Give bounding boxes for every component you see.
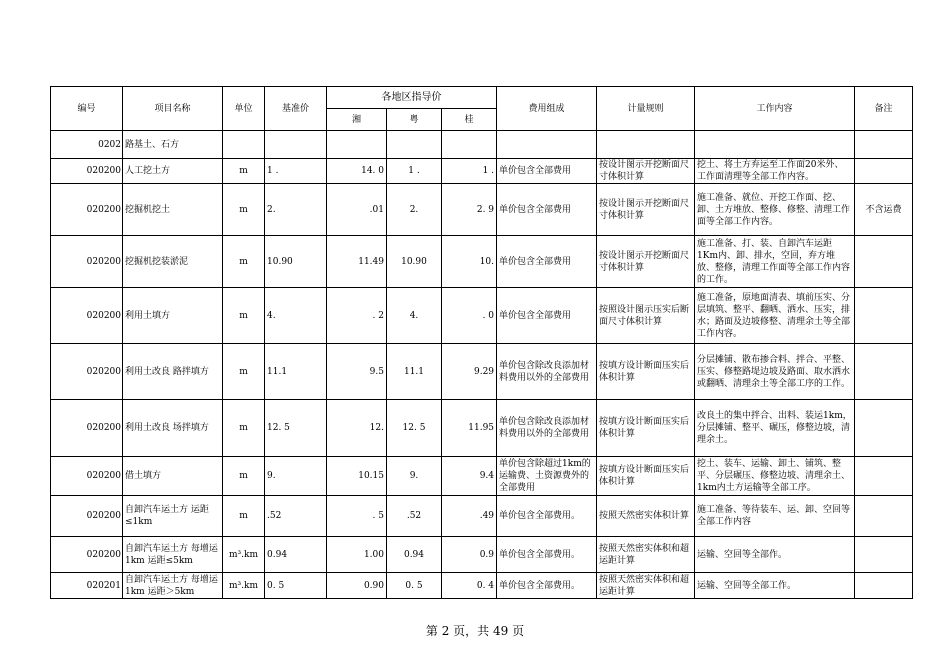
row-name: 利用土改良 场拌填方 [123,400,223,457]
row-name: 自卸汽车运土方 每增运1km 运距＞5km [123,573,223,599]
row-unit: m [223,236,265,288]
row-cost: 单价包含全部费用。 [497,537,597,573]
row-price-region-3: 0. 4 [442,573,497,599]
row-price-region-3: 2. 9 [442,184,497,236]
row-code: 020200 [51,159,123,184]
header-row-top [51,87,913,109]
row-price-region-1: 9.5 [327,344,387,400]
row-price-region-2: 1 . [387,159,442,184]
row-base-price: 11.1 [265,344,327,400]
header-unit: 单位 [223,87,265,131]
row-note [855,457,913,496]
row-cost: 单价包含全部费用。 [497,573,597,599]
row-rule: 按设计图示开挖断面尺寸体积计算 [597,236,695,288]
row-note [855,537,913,573]
row-price-region-2: 0. 5 [387,573,442,599]
row-rule: 按照天然密实体积和超运距计算 [597,573,695,599]
header-region-1: 湘 [327,109,387,131]
row-work: 运输、空回等全部作。 [695,537,855,573]
table-row [51,159,913,184]
row-price-region-2: 0.94 [387,537,442,573]
row-base-price: 0. 5 [265,573,327,599]
row-unit: m [223,159,265,184]
row-price-region-2: 11.1 [387,344,442,400]
row-price-region-3: 11.95 [442,400,497,457]
price-table [50,86,913,599]
table-row [51,184,913,236]
row-price-region-2: 9. [387,457,442,496]
row-name: 挖掘机挖土 [123,184,223,236]
row-price-region-2: 2. [387,184,442,236]
table-row [51,537,913,573]
row-price-region-3: 1 . [442,159,497,184]
header-cost: 费用组成 [497,87,597,131]
header-code: 编号 [51,87,123,131]
row-name: 挖掘机挖装淤泥 [123,236,223,288]
row-code: 020200 [51,496,123,537]
row-code: 020200 [51,457,123,496]
row-price-region-2: 4. [387,288,442,344]
row-name: 利用土改良 路拌填方 [123,344,223,400]
page-footer: 第 2 页，共 49 页 [425,624,525,638]
row-note [855,400,913,457]
header-work: 工作内容 [695,87,855,131]
table-row [51,236,913,288]
row-note [855,288,913,344]
row-rule: 按设计图示开挖断面尺寸体积计算 [597,159,695,184]
row-note [855,573,913,599]
row-note [855,496,913,537]
row-price-region-1: . 5 [327,496,387,537]
row-cost: 单价包含除改良添加材料费用以外的全部费用 [497,400,597,457]
row-unit: m³.km [223,573,265,599]
row-cost: 单价包含全部费用 [497,236,597,288]
row-cost: 单价包含除超过1km的运输费、土资源费外的全部费用 [497,457,597,496]
row-price-region-3: .49 [442,496,497,537]
row-unit: m [223,288,265,344]
row-unit: m [223,496,265,537]
header-regions-group: 各地区指导价 [327,87,497,109]
header-base-price: 基准价 [265,87,327,131]
row-price-region-1: . 2 [327,288,387,344]
header-rule: 计量规则 [597,87,695,131]
row-rule: 按填方设计断面压实后体积计算 [597,457,695,496]
row-note [855,159,913,184]
row-cost: 单价包含全部费用。 [497,496,597,537]
table-row [51,496,913,537]
row-price-region-3: 9.4 [442,457,497,496]
row-code: 020201 [51,573,123,599]
row-work: 施工准备、就位、开挖工作面、挖、卸、土方堆放、整修、修整、清理工作面等全部工作内容。 [695,184,855,236]
row-price-region-1: 10.15 [327,457,387,496]
row-base-price: 1 . [265,159,327,184]
row-note [855,236,913,288]
row-rule: 按设计图示开挖断面尺寸体积计算 [597,184,695,236]
row-base-price: 10.90 [265,236,327,288]
header-note: 备注 [855,87,913,131]
row-cost: 单价包含除改良添加材料费用以外的全部费用 [497,344,597,400]
row-code: 020200 [51,344,123,400]
table-row [51,573,913,599]
row-rule: 按填方设计断面压实后体积计算 [597,344,695,400]
row-work: 运输、空回等全部工作。 [695,573,855,599]
table-row [51,344,913,400]
table-row [51,457,913,496]
table-row [51,400,913,457]
header-region-2: 粤 [387,109,442,131]
row-price-region-1: 14. 0 [327,159,387,184]
row-name: 自卸汽车运土方 运距≤1km [123,496,223,537]
row-code: 020200 [51,288,123,344]
row-cost: 单价包含全部费用 [497,184,597,236]
row-price-region-3: 9.29 [442,344,497,400]
table-row [51,288,913,344]
row-code: 020200 [51,400,123,457]
row-rule: 按照天然密实体积和超运距计算 [597,537,695,573]
row-name: 自卸汽车运土方 每增运1km 运距≤5km [123,537,223,573]
row-price-region-1: 12. [327,400,387,457]
row-rule: 按照设计图示压实后断面尺寸体积计算 [597,288,695,344]
row-name: 借土填方 [123,457,223,496]
row-price-region-3: 10. [442,236,497,288]
row-work: 施工准备、等待装车、运、卸、空回等全部工作内容 [695,496,855,537]
section-code: 0202 [51,131,123,159]
row-base-price: 9. [265,457,327,496]
row-work: 挖土、将土方弃运至工作面20米外、工作面清理等全部工作内容。 [695,159,855,184]
row-base-price: 12. 5 [265,400,327,457]
row-unit: m [223,184,265,236]
header-region-3: 桂 [442,109,497,131]
row-unit: m [223,400,265,457]
row-unit: m³.km [223,537,265,573]
section-row [51,131,913,159]
row-cost: 单价包含全部费用 [497,288,597,344]
row-rule: 按填方设计断面压实后体积计算 [597,400,695,457]
row-price-region-1: .01 [327,184,387,236]
row-base-price: 4. [265,288,327,344]
row-price-region-2: .52 [387,496,442,537]
row-work: 施工准备、打、装、自卸汽车运距1Km内、卸、排水，空回，弃方堆放、整修，清理工作面等全部工作内容的工作。 [695,236,855,288]
row-price-region-3: 0.9 [442,537,497,573]
row-work: 分层摊铺、散布掺合料、拌合、平整、压实、修整路堤边坡及路面、取水洒水或翻晒、清理余土等全部工序的工作。 [695,344,855,400]
row-price-region-3: . 0 [442,288,497,344]
row-unit: m [223,344,265,400]
row-base-price: 2. [265,184,327,236]
row-name: 利用土填方 [123,288,223,344]
row-price-region-1: 11.49 [327,236,387,288]
row-note [855,344,913,400]
row-work: 改良土的集中拌合、出料、装运1km，分层摊铺、整平、碾压，修整边坡，清理余土。 [695,400,855,457]
row-unit: m [223,457,265,496]
row-base-price: .52 [265,496,327,537]
row-code: 020200 [51,236,123,288]
row-work: 施工准备，原地面清表、填前压实、分层填筑、整平、翻晒、洒水、压实，排水；路面及边坡修整、清理余土等全部工作内容。 [695,288,855,344]
row-base-price: 0.94 [265,537,327,573]
row-code: 020200 [51,184,123,236]
row-code: 020200 [51,537,123,573]
row-price-region-1: 0.90 [327,573,387,599]
row-price-region-2: 10.90 [387,236,442,288]
row-work: 挖土、装车、运输、卸土、铺筑、整平、分层碾压、修整边坡、清理余土、1km内土方运输等全部工序。 [695,457,855,496]
row-note: 不含运费 [855,184,913,236]
row-cost: 单价包含全部费用 [497,159,597,184]
header-name: 项目名称 [123,87,223,131]
section-name: 路基土、石方 [123,131,223,159]
row-name: 人工挖土方 [123,159,223,184]
row-price-region-1: 1.00 [327,537,387,573]
row-price-region-2: 12. 5 [387,400,442,457]
row-rule: 按照天然密实体积计算 [597,496,695,537]
